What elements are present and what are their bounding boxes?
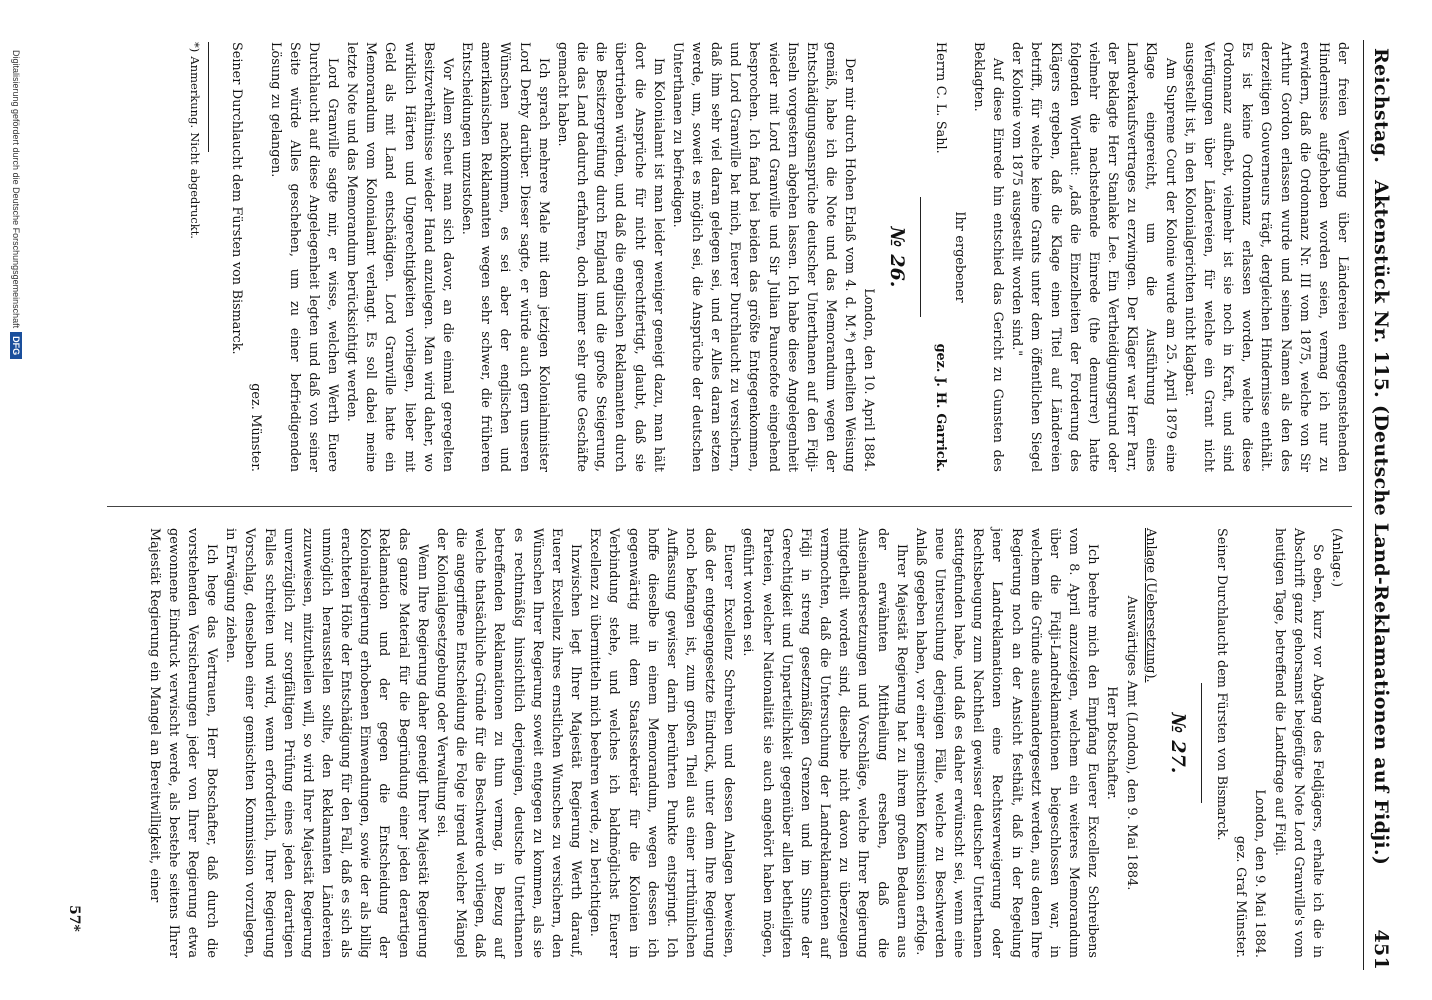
paragraph: Euerer Excellenz Schreiben und dessen Anlagen beweisen, daß der entgegengesetzte Eindruck, unter dem Ihre Regierung noch befangen ist, zum großen Theil aus einer irrthümlichen Auffassung gewisser darin berührten Punkte entspringt. Ich hoffe dieselbe in einem Memorandum, wegen dessen ich gegenwärtig mit dem Staatssekretär für die Kolonien in Verbindung stehe, und welches ich baldmöglichst Euerer Excellenz zu übermitteln mich beehren werde, zu berichtigen. xyxy=(587,528,737,958)
document-number-26: № 26. xyxy=(885,226,908,288)
signature: gez. Münster. xyxy=(248,383,264,472)
anlage-label: (Anlage.) xyxy=(1329,528,1344,588)
paragraph: Ich sprach mehrere Male mit dem jetzigen Kolonialminister Lord Derby darüber. Dieser sagte, er würde auch gern unseren Wünschen nachkommen, es sei aber der englischen und amerikanischen Reklamanten wegen sehr schwer, die früheren Entscheidungen umzustoßen. xyxy=(459,42,551,472)
paragraph: Im Kolonialamt ist man leider weniger geneigt dazu, man hält dort die Ansprüche für nicht gerechtfertigt, glaubt, daß sie übertrieben würden, und daß die englischen Reklamanten durch die Besitzergreifung durch England und die große Steigerung, die das Land dadurch erfahren, doch immer sehr gute Geschäfte gemacht haben. xyxy=(554,42,666,472)
paragraph: Der mir durch Hohen Erlaß vom 4. d. M.*) ertheilten Weisung gemäß, habe ich die Note und das Memorandum wegen der Entschädigungsansprüche deutscher Unterthanen auf den Fidji-Inseln vorgestern abgehen lassen. Ich habe diese Angelegenheit wieder mit Lord Granville und Sir Julian Pauncefote eingehend besprochen. Ich fand bei beiden das größte Entgegenkommen, und Lord Granville bat mich, Euerer Durchlaucht zu versichern, daß ihm sehr viel daran gelegen sei, und er Alles daran setzen werde, um, soweit es möglich sei, die Ansprüche der deutschen Unterthanen zu befriedigen. xyxy=(669,42,858,472)
addressee: Herrn C. L. Sahl. xyxy=(932,42,948,154)
footnote: *) Anmerkung. Nicht abgedruckt. xyxy=(188,42,203,239)
paragraph: Am Supreme Court der Kolonie wurde am 25. April 1879 eine Klage eingereicht, um die Ausführung eines Landverkaufsvertrages zu erzwingen. Der Kläger war Herr Parr, der Beklagte Herr Stanlake Lee. Ein Vertheidigungsgrund oder vielmehr die nachstehende Einrede (the demurrer) hatte folgenden Wortlaut: „daß die Einzelheiten der Forderung des Klägers ergeben, daß die Klage einen Titel auf Ländereien betrifft, für welche keine Grants unter dem öffentlichen Siegel der Kolonie vom 1875 ausgestellt worden sind." xyxy=(1009,42,1178,472)
document-number-27: № 27. xyxy=(1166,712,1189,774)
paragraph: Lord Granville sagte mir, er wisse, welchen Werth Euere Durchlaucht auf diese Angelegenheit legten und daß von seiner Seite würde Alles geschehen, um zu einer befriedigenden Lösung zu gelangen. xyxy=(267,42,341,472)
addressee: Seiner Durchlaucht dem Fürsten von Bismarck. xyxy=(1214,528,1230,841)
anlage-label: Anlage (Uebersetzung). xyxy=(1142,528,1158,683)
paragraph: So eben, kurz vor Abgang des Feldjägers, erhalte ich die in Abschrift ganz gehorsamst beigefügte Note Lord Granville's vom heutigen Tage, betreffend die Landfrage auf Fidji. xyxy=(1271,528,1325,958)
dfg-logo: DFG xyxy=(10,332,22,359)
footnote-rule xyxy=(208,42,209,152)
column-divider xyxy=(107,506,1352,507)
paragraph: Ihrer Majestät Regierung hat zu ihrem großen Bedauern aus der erwähnten Mittheilung ersehen, daß die Auseinandersetzungen und Vorschläge, welche Ihrer Regierung mitgetheilt worden sind, dieselbe nicht davon zu überzeugen vermochten, daß die Untersuchung der Landreklamationen auf Fidji in streng gesetzmäßigen Grenzen und im Sinne der Gerechtigkeit und Unparteilichkeit gegenüber allen betheiligten Parteien, welcher Nationalität sie auch angehört haben mögen, geführt worden sei. xyxy=(740,528,909,958)
paragraph: Wenn Ihre Regierung daher geneigt Ihrer Majestät Regierung das ganze Material für die Begründung einer jeden derartigen Reklamation und der gegen die Entscheidung der Kolonialregierung erhobenen Einwendungen, sowie der als billig erachteten Höhe der Entschädigung für den Fall, daß es sich als unmöglich herausstellen sollte, den Reklamanten Ländereien zuzuweisen, mitzutheilen will, so wird Ihrer Majestät Regierung unverzüglich zur sorgfältigen Prüfung eines jeden derartigen Falles schreiten und wird, wenn erforderlich, Ihrer Regierung Vorschlag, denselben einer gemischten Kommission vorzulegen, in Erwägung ziehen. xyxy=(223,528,430,958)
header-left: Reichstag. xyxy=(1370,48,1392,164)
signature-line xyxy=(931,42,950,472)
paragraph: Vor Allem scheut man sich davor, an die einmal geregelten Besitzverhältnisse wieder Hand anzulegen. Man wird daher, wo wirklich Härten und Ungerechtigkeiten vorliegen, lieber mit Geld als mit Land entschädigen. Lord Granville hatte ein Memorandum vom Kolonialamt verlangt. Es soll dabei meine letzte Note und das Memorandum berücksichtigt werden. xyxy=(344,42,455,472)
paragraph: Ich beehre mich den Empfang Euerer Excellenz Schreibens vom 8. April anzuzeigen, welchem ein weiteres Memorandum über die Fidji-Landreklamationen beigeschlossen war, in welchem die Gründe auseinandergesetzt werden, aus denen Ihre Regierung noch an der Ansicht festhält, daß in der Regelung jener Landreklamationen eine Rechtsverweigerung oder Rechtsbeugung zum Nachtheil gewisser deutscher Unterthanen stattgefunden habe, und daß es daher erwünscht sei, wenn eine neue Untersuchung derjenigen Fälle, welche zu Beschwerden Anlaß gegeben haben, vor einer gemischten Kommission erfolge. xyxy=(912,528,1101,958)
closing: Ihr ergebener xyxy=(951,211,967,303)
paragraph: Ich hege das Vertrauen, Herr Botschafter, daß durch die vorstehenden Versicherungen jeder von Ihrer Regierung etwa gewonnene Eindruck verwischt werde, als bestehe seitens Ihrer Majestät Regierung ein Mangel an Bereitwilligkeit, einer xyxy=(146,528,220,958)
paragraph: der freien Verfügung über Ländereien entgegenstehenden Hindernisse aufgehoben worden seien, vermag ich nur zu erwidern, daß die Ordonnanz Nr. III vom 1875, welche von Sir Arthur Gordon erlassen wurde und seinen Namen als den des derzeitigen Gouverneurs trägt, dergleichen Hindernisse enthält. Es ist keine Ordonnanz erlassen worden, welche diese Ordonnanz aufhebt, vielmehr ist sie noch in Kraft, und sind Verfügungen über Ländereien, für welche ein Grant nicht ausgestellt ist, in den Kolonialgerichten nicht klagbar. xyxy=(1181,42,1350,472)
column-left xyxy=(185,42,1352,472)
signature: gez. Graf Münster. xyxy=(1233,835,1249,958)
sender-line: Auswärtiges Amt (London), den 9. Mai 1884. xyxy=(1123,595,1139,891)
paragraph: Inzwischen legt Ihrer Majestät Regierung Werth darauf, Euerer Excellenz ihres ernstlichen Wunsches zu versichern, den Wünschen Ihrer Regierung soweit entgegen zu kommen, als sie es rechtmäßig hinsichtlich derjenigen, deutsche Unterthanen betreffenden Reklamationen zu thun vermag, in Bezug auf welche thatsächliche Gründe für die Beschwerde vorliegen, daß die angegriffene Entscheidung die Folge irgend welcher Mängel der Kolonialgesetzgebung oder Verwaltung sei. xyxy=(433,528,584,958)
dateline: London, den 9. Mai 1884. xyxy=(1252,789,1268,958)
signature: gez. J. H. Garrick. xyxy=(932,343,948,472)
salutation: Herr Botschafter. xyxy=(1104,686,1120,800)
dfg-credit xyxy=(10,50,22,359)
sheet-marker: 57* xyxy=(66,905,82,932)
divider xyxy=(920,197,921,317)
credit-text: Digitalisierung gefördert durch die Deutsche Forschungsgemeinschaft xyxy=(11,50,21,329)
dateline: London, den 10. April 1884. xyxy=(861,288,877,472)
running-header xyxy=(1363,40,1394,970)
column-right xyxy=(144,528,1346,958)
header-title: Aktenstück Nr. 115. (Deutsche Land-Reklamationen auf Fidji.) xyxy=(1370,180,1392,866)
addressee: Seiner Durchlaucht dem Fürsten von Bismarck. xyxy=(229,42,245,355)
page-number: 451 xyxy=(1370,929,1392,970)
paragraph: Auf diese Einrede hin entschied das Gericht zu Gunsten des Beklagten. xyxy=(971,42,1006,472)
divider xyxy=(1201,683,1202,803)
